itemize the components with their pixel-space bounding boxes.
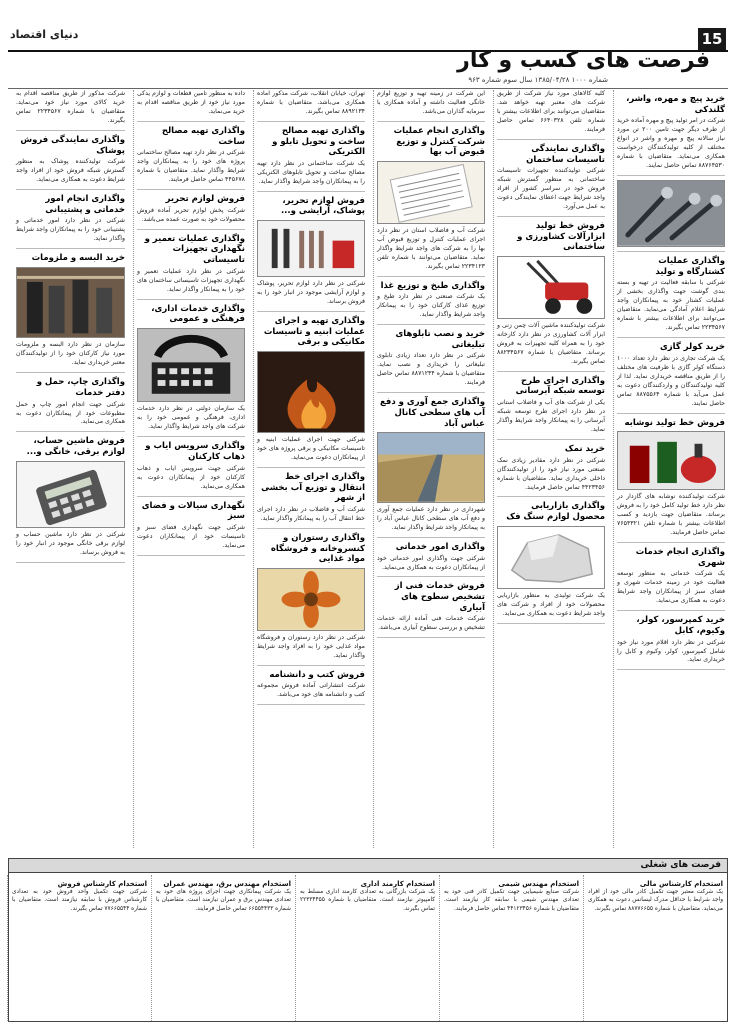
mower-photo [497, 256, 605, 319]
calculator-photo [16, 461, 125, 528]
page-number: 15 [698, 28, 726, 50]
ad-divider [497, 623, 605, 624]
section-title: فرصت های کسب و کار [457, 48, 710, 73]
ad-body: شرکتی جهت نگهداری فضای سبز و تاسیسات خود از پیمانکاران دعوت می‌نماید. [137, 523, 245, 549]
ad-body: شرکت انتشاراتی آماده فروش مجموعه کتب و دانشنامه های خود می‌باشد. [257, 682, 365, 699]
ad-body: یک شرکت ساختمانی در نظر دارد تهیه مصالح ساخت و تحویل تابلوهای الکتریکی را به پیمانکاران واجد شرایط واگذار نماید. [257, 159, 365, 185]
ad-body: شرکت در امر تولید پیچ و مهره آماده خرید از طرف دیگر جهت تامین ۲۰۰ تن مورد نیاز سالانه پیچ و مهره و واشر در انواع مختلف از کلیه تولیدکنندگان درخواست همکاری می‌نماید. متقاضیان با شماره ۸۸۷۶۴۵۳۰ تماس حاصل نمایند. [617, 117, 725, 170]
ad-divider [137, 121, 245, 122]
fire-illustration [258, 352, 364, 432]
column-3 [373, 90, 488, 848]
ad-body: شرکت آب و فاضلاب در نظر دارد اجرای خط انتقال آب را به پیمانکار واگذار نماید. [257, 506, 365, 523]
ad-divider [137, 436, 245, 437]
ad-body: یک شرکت خدماتی به منظور توسعه فعالیت خود در زمینه خدمات شهری و فضای سبز از پیمانکاران واجد شرایط دعوت به همکاری می‌نماید. [617, 570, 725, 605]
ad-divider [377, 121, 485, 122]
ad-heading: واگذاری نمایندگی فروش پوشاک [20, 134, 125, 156]
ad-heading: واگذاری بازاریابی محصول لوازم سنگ فک [506, 501, 605, 523]
ad-body: تهران، خیابان انقلاب، شرکت مذکور آماده همکاری می‌باشد. متقاضیان با شماره ۸۸۹۲۱۳۴ تماس بگیرند. [257, 90, 365, 115]
ad-body: شرکتی تولیدکننده تجهیزات تاسیسات ساختمانی به منظور گسترش شبکه فروش خود در سراسر کشور از افراد واجد شرایط جهت اعطای نمایندگی دعوت به عمل می‌آورد. [497, 167, 605, 211]
ad-heading: فروش لوازم تحریر [165, 194, 245, 205]
ad-body: سازمان در نظر دارد البسه و ملزومات مورد نیاز کارکنان خود را از تولیدکنندگان معتبر خریداری نماید. [16, 341, 125, 367]
job-body: شرکت صنایع شیمیایی جهت تکمیل کادر فنی خود به تعدادی مهندس شیمی با سابقه کار نیازمند است. متقاضیان با شماره ۴۴۱۲۳۴۵۶ تماس حاصل فرمایند. [444, 889, 579, 912]
ad-divider [377, 276, 485, 277]
job-body: یک شرکت معتبر جهت تکمیل کادر مالی خود از افراد واجد شرایط با حداقل مدرک لیسانس دعوت به همکاری می‌نماید. متقاضیان با شماره ۸۸۷۷۶۶۵۵ تماس بگیرند. [588, 889, 723, 912]
ad-heading: فروش خط تولید نوشابه [624, 417, 725, 428]
ad-heading: خرید پیچ و مهره، واشر، گلندکی [626, 94, 725, 115]
ad-heading: نگهداری سیالات و فضای سبز [141, 500, 245, 522]
ad-divider [377, 537, 485, 538]
ad-heading: خرید کولر گازی [659, 342, 725, 353]
ad-divider [257, 311, 365, 312]
classified-column-2 [439, 875, 583, 1021]
page-header [8, 26, 728, 82]
document-illustration [378, 162, 484, 223]
ad-body: شرکتی در نظر دارد عملیات تعمیر و نگهداری تجهیزات تاسیساتی ساختمان های خود را به پیمانکار واگذار نماید. [137, 267, 245, 293]
ad-heading: واگذاری سرویس ایاب و ذهاب کارکنان [145, 441, 245, 463]
ad-divider [257, 528, 365, 529]
ad-body: شرکتی در نظر دارد لوازم تحریر، پوشاک و لوازم آرایشی موجود در انبار خود را به فروش برساند. [257, 279, 365, 305]
ad-body: این شرکت در زمینه تهیه و توزیع لوازم خانگی فعالیت داشته و آماده همکاری با سرمایه گذاران می‌باشد. [377, 90, 485, 115]
ad-body: شرکتی در نظر دارد امور خدماتی و پشتیبانی خود را به پیمانکاران واجد شرایط واگذار نماید. [16, 217, 125, 243]
ad-body: شرکتی جهت اجرای عملیات ابنیه و تاسیسات مکانیکی و برقی پروژه های خود از پیمانکاران دعوت می‌نماید. [257, 436, 365, 462]
ad-body: شرکت پخش لوازم تحریر آماده فروش محصولات خود به صورت عمده می‌باشد. [137, 206, 245, 223]
date-rule [8, 88, 728, 89]
job-heading: استخدام کارشناس فروش [57, 880, 147, 888]
ad-heading: واگذاری طبخ و توزیع غذا [380, 280, 485, 291]
ad-divider [16, 372, 125, 373]
ad-heading: خرید نمک [564, 443, 605, 454]
mower-illustration [498, 257, 604, 318]
bolts-illustration [618, 181, 724, 246]
pens-illustration [258, 221, 364, 276]
job-heading: استخدام کارمند اداری [360, 880, 435, 888]
ad-divider [137, 229, 245, 230]
ad-body: شرکت تولیدکننده پوشاک به منظور گسترش شبکه فروش خود از افراد واجد شرایط دعوت به همکاری می‌نماید. [16, 158, 125, 184]
stone-illustration [498, 527, 604, 588]
brand-name: دنیای اقتصاد [10, 28, 79, 41]
ad-divider [16, 562, 125, 563]
ad-body: شهرداری در نظر دارد عملیات جمع آوری و دفع آب های سطحی کانال عباس آباد را به پیمانکار واجد شرایط واگذار نماید. [377, 505, 485, 531]
ad-divider [497, 139, 605, 140]
ad-body: شرکتی در نظر دارد رستوران و فروشگاه مواد غذایی خود را به افراد واجد شرایط واگذار نماید. [257, 633, 365, 659]
ad-heading: واگذاری عملیات کشتارگاه و تولید [655, 255, 725, 277]
article-columns [8, 90, 728, 848]
ad-heading: واگذاری تهیه مصالح ساخت [161, 125, 245, 147]
ad-body: یک شرکت صنعتی در نظر دارد طبخ و توزیع غذای کارکنان خود را به پیمانکار واجد شرایط واگذار نماید. [377, 293, 485, 319]
job-heading: استخدام مهندس برق، مهندس عمران [163, 880, 291, 888]
job-body: یک شرکت پیمانکاری جهت اجرای پروژه های خود به تعدادی مهندس برق و عمران نیازمند است. متقاضیان با شماره ۶۶۵۵۴۴۳۳ تماس حاصل فرمایند. [156, 889, 291, 912]
ad-divider [257, 665, 365, 666]
ad-body: شرکتی در نظر دارد تعداد زیادی تابلوی تبلیغاتی را خریداری و نصب نماید. متقاضیان با شماره ۸۸۷۱۲۳۴ تماس حاصل فرمایند. [377, 352, 485, 387]
ad-divider [377, 637, 485, 638]
ad-body: شرکتی جهت سرویس ایاب و ذهاب کارکنان خود از پیمانکاران دعوت به همکاری می‌نماید. [137, 464, 245, 490]
ad-heading: واگذاری چاپ، حمل و دفتر خدمات [36, 377, 125, 398]
clothes-illustration [17, 268, 124, 337]
ad-heading: خرید کمپرسور، کولر، وکیوم، کابل [636, 615, 725, 636]
ad-heading: فروش ماشین حساب، لوازم برقی، خانگی و... [26, 436, 125, 458]
ad-divider [137, 189, 245, 190]
ad-body: یک شرکت تجاری در نظر دارد تعداد ۱۰۰۰ دستگاه کولر گازی با ظرفیت های مختلف را از طریق مناقصه خریداری نماید. لذا از کلیه تولیدکنندگان و واردکنندگان دعوت به عمل می‌آید با شماره ۸۸۷۵۵۶۴ تماس حاصل نمایند. [617, 354, 725, 407]
clothes-photo [16, 267, 125, 338]
pens-photo [257, 220, 365, 277]
phone-photo [137, 328, 245, 403]
classified-column-4 [151, 875, 295, 1021]
ad-divider [16, 431, 125, 432]
ad-divider [257, 704, 365, 705]
column-5 [133, 90, 248, 848]
column-1 [613, 90, 728, 848]
column-6 [13, 90, 128, 848]
calculator-illustration [17, 462, 124, 527]
document-photo [377, 161, 485, 224]
ad-body: شرکت آب و فاضلاب استان در نظر دارد اجرای عملیات کنترل و توزیع قبوض آب بها را به شرکت های واجد شرایط واگذار نماید. متقاضیان می‌توانند با شماره تلفن ۲۲۳۴۱۲۳ تماس بگیرند. [377, 226, 485, 270]
ad-divider [497, 439, 605, 440]
ad-divider [617, 610, 725, 611]
ad-divider [377, 324, 485, 325]
classified-columns [9, 875, 727, 1021]
ad-divider [16, 130, 125, 131]
ad-heading: فروش کتب و دانشنامه [269, 669, 365, 680]
ad-body: شرکتی در نظر دارد ماشین حساب و لوازم برقی خانگی موجود در انبار خود را به فروش برساند. [16, 531, 125, 557]
ad-divider [257, 467, 365, 468]
ad-divider [377, 392, 485, 393]
ad-heading: فروش خدمات فنی از تشخیص سطوح های آبیاری [394, 581, 485, 613]
ad-heading: واگذاری امور خدماتی [395, 541, 485, 552]
ad-body: یک شرکت تولیدی به منظور بازاریابی محصولات خود از افراد و شرکت های واجد شرایط دعوت به همکاری می‌نماید. [497, 591, 605, 617]
ad-body: داده به منظور تامین قطعات و لوازم یدکی مورد نیاز خود از طریق مناقصه اقدام به خرید می‌نماید. [137, 90, 245, 115]
classified-title: فرصت های شغلی [640, 860, 721, 870]
ad-divider [16, 189, 125, 190]
job-body: یک شرکت بازرگانی به تعدادی کارمند اداری مسلط به کامپیوتر نیازمند است. متقاضیان با شماره ۲۲۳۳۴۴۵۵ تماس بگیرند. [300, 889, 435, 912]
ad-heading: واگذاری اجرای طرح توسعه شبکه آبرسانی [515, 375, 605, 397]
job-body: شرکتی جهت تکمیل واحد فروش خود به تعدادی کارشناس فروش با سابقه نیازمند است. متقاضیان با شماره ۷۷۶۶۵۵۴۴ تماس بگیرند. [12, 889, 147, 912]
ad-divider [137, 555, 245, 556]
classified-title-bar [9, 859, 727, 873]
ad-body: یکی از شرکت های آب و فاضلاب استانی در نظر دارد اجرای طرح توسعه شبکه آبرسانی را به پیمانکار واجد شرایط واگذار نماید. [497, 398, 605, 433]
ad-body: شرکت خدمات فنی آماده ارائه خدمات تشخیص و بررسی سطوح آبیاری می‌باشد. [377, 615, 485, 632]
ad-heading: واگذاری تهیه مصالح ساخت و تحویل تابلو و الکتریکی [272, 125, 365, 158]
job-heading: استخدام مهندس شیمی [498, 880, 579, 888]
classified-section [8, 858, 728, 1022]
ad-body: شرکتی با سابقه فعالیت در تهیه و بسته بندی گوشت جهت واگذاری بخشی از عملیات کشتار خود به پیمانکاران واجد شرایط اعلام آمادگی می‌نماید. متقاضیان می‌توانند برای اطلاعات بیشتر با شماره ۲۲۳۴۵۶۷ تماس بگیرند. [617, 279, 725, 332]
ad-divider [377, 576, 485, 577]
ad-heading: واگذاری نمایندگی تاسیسات ساختمان [526, 143, 605, 165]
ad-body: شرکتی در نظر دارد اقلام مورد نیاز خود شامل کمپرسور، کولر، وکیوم و کابل را خریداری نماید. [617, 638, 725, 664]
ad-divider [137, 299, 245, 300]
dateline: شماره ۱۰۰۰ ۱۳۸۵/۰۴/۲۸ سال سوم شماره ۹۶۳ [468, 76, 608, 84]
bolts-photo [617, 180, 725, 247]
ad-divider [257, 191, 365, 192]
classified-column-3 [295, 875, 439, 1021]
ad-divider [617, 251, 725, 252]
fire-photo [257, 351, 365, 433]
ad-body: شرکتی جهت واگذاری امور خدماتی خود از پیمانکاران دعوت به همکاری می‌نماید. [377, 554, 485, 571]
job-heading: استخدام کارشناس مالی [639, 880, 723, 888]
ad-body: شرکتی در نظر دارد تهیه مصالح ساختمانی پروژه های خود را به پیمانکاران واجد شرایط واگذار نماید. متقاضیان با شماره ۴۴۵۶۷۸ تماس حاصل فرمایند. [137, 149, 245, 184]
ad-heading: واگذاری اجرای خط انتقال و توزیع آب بخشی از شهر [261, 472, 365, 504]
ad-heading: واگذاری انجام خدمات شهری [635, 547, 725, 568]
ad-divider [617, 542, 725, 543]
ad-body: شرکتی جهت انجام امور چاپ و حمل مطبوعات خود از پیمانکاران دعوت به همکاری می‌نماید. [16, 400, 125, 426]
ad-divider [497, 371, 605, 372]
phone-illustration [138, 329, 244, 402]
ad-body: یک سازمان دولتی در نظر دارد خدمات اداری، فرهنگی و عمومی خود را به شرکت های واجد شرایط واگذار نماید. [137, 405, 245, 431]
ad-heading: خرید البسه و ملزومات [31, 253, 125, 264]
ad-heading: واگذاری انجام امور خدماتی و پشتیبانی [45, 194, 125, 215]
ad-heading: واگذاری جمع آوری و دفع آب های سطحی کانال عباس آباد [379, 397, 485, 429]
ad-heading: خرید و نصب تابلوهای تبلیغاتی [395, 329, 485, 350]
bottle-illustration [618, 432, 724, 489]
bottle-photo [617, 431, 725, 490]
ad-body: شرکتی در نظر دارد مقادیر زیادی نمک صنعتی مورد نیاز خود را از تولیدکنندگان داخلی خریداری نماید. متقاضیان با شماره ۴۴۲۳۴۵۶ تماس حاصل فرمایند. [497, 456, 605, 491]
stone-photo [497, 526, 605, 589]
column-2 [493, 90, 608, 848]
column-4 [253, 90, 368, 848]
ad-divider [257, 121, 365, 122]
ad-divider [137, 496, 245, 497]
ad-divider [497, 496, 605, 497]
ad-heading: واگذاری انجام عملیات شرکت کنترل و توزیع قبوض آب بها [393, 125, 485, 158]
ad-heading: فروش لوازم تحریر، پوشاک، آرایشی و... [280, 195, 365, 217]
flower-photo [257, 568, 365, 631]
ad-heading: واگذاری عملیات تعمیر و نگهداری تجهیزات تاسیساتی [144, 233, 245, 265]
canal-illustration [378, 433, 484, 502]
classified-column-1 [583, 875, 727, 1021]
ad-divider [617, 669, 725, 670]
ad-body: کلیه کالاهای مورد نیاز شرکت از طریق شرکت های معتبر تهیه خواهد شد. متقاضیان می‌توانند برای اطلاعات بیشتر با شماره تلفن ۶۶۴۰۳۲۸ تماس حاصل فرمایند. [497, 90, 606, 133]
classified-column-5 [7, 875, 151, 1021]
ad-heading: واگذاری رستوران و کنسروخانه و فروشگاه مواد غذایی [270, 533, 365, 565]
flower-illustration [258, 569, 364, 630]
ad-divider [617, 175, 725, 176]
ad-heading: فروش خط تولید ابزارآلات کشاورزی و ساختمانی [517, 221, 605, 253]
ad-divider [617, 413, 725, 414]
ad-body: شرکت تولیدکننده ماشین آلات چمن زنی و ابزار آلات کشاورزی در نظر دارد کارخانه خود را به همراه کلیه تجهیزات به فروش برساند. متقاضیان با شماره ۸۸۲۳۴۵۶۷ تماس بگیرند. [497, 321, 605, 365]
ad-heading: واگذاری خدمات اداری، فرهنگی و عمومی [151, 303, 245, 325]
ad-body: شرکت مذکور از طریق مناقصه اقدام به خرید کالای مورد نیاز خود می‌نماید. متقاضیان با شماره ۲۲۳۴۵۶۷ تماس بگیرند. [16, 90, 125, 124]
canal-photo [377, 432, 485, 503]
ad-heading: واگذاری تهیه و اجرای عملیات ابنیه و تاسیسات مکانیکی و برقی [263, 315, 365, 348]
ad-divider [16, 248, 125, 249]
ad-body: شرکت تولیدکننده نوشابه های گازدار در نظر دارد خط تولید کامل خود را به فروش برساند. متقاضیان جهت بازدید و کسب اطلاعات بیشتر با شماره تلفن ۷۶۵۴۳۲۱ تماس حاصل فرمایند. [617, 493, 725, 537]
ad-divider [617, 337, 725, 338]
ad-divider [497, 216, 605, 217]
